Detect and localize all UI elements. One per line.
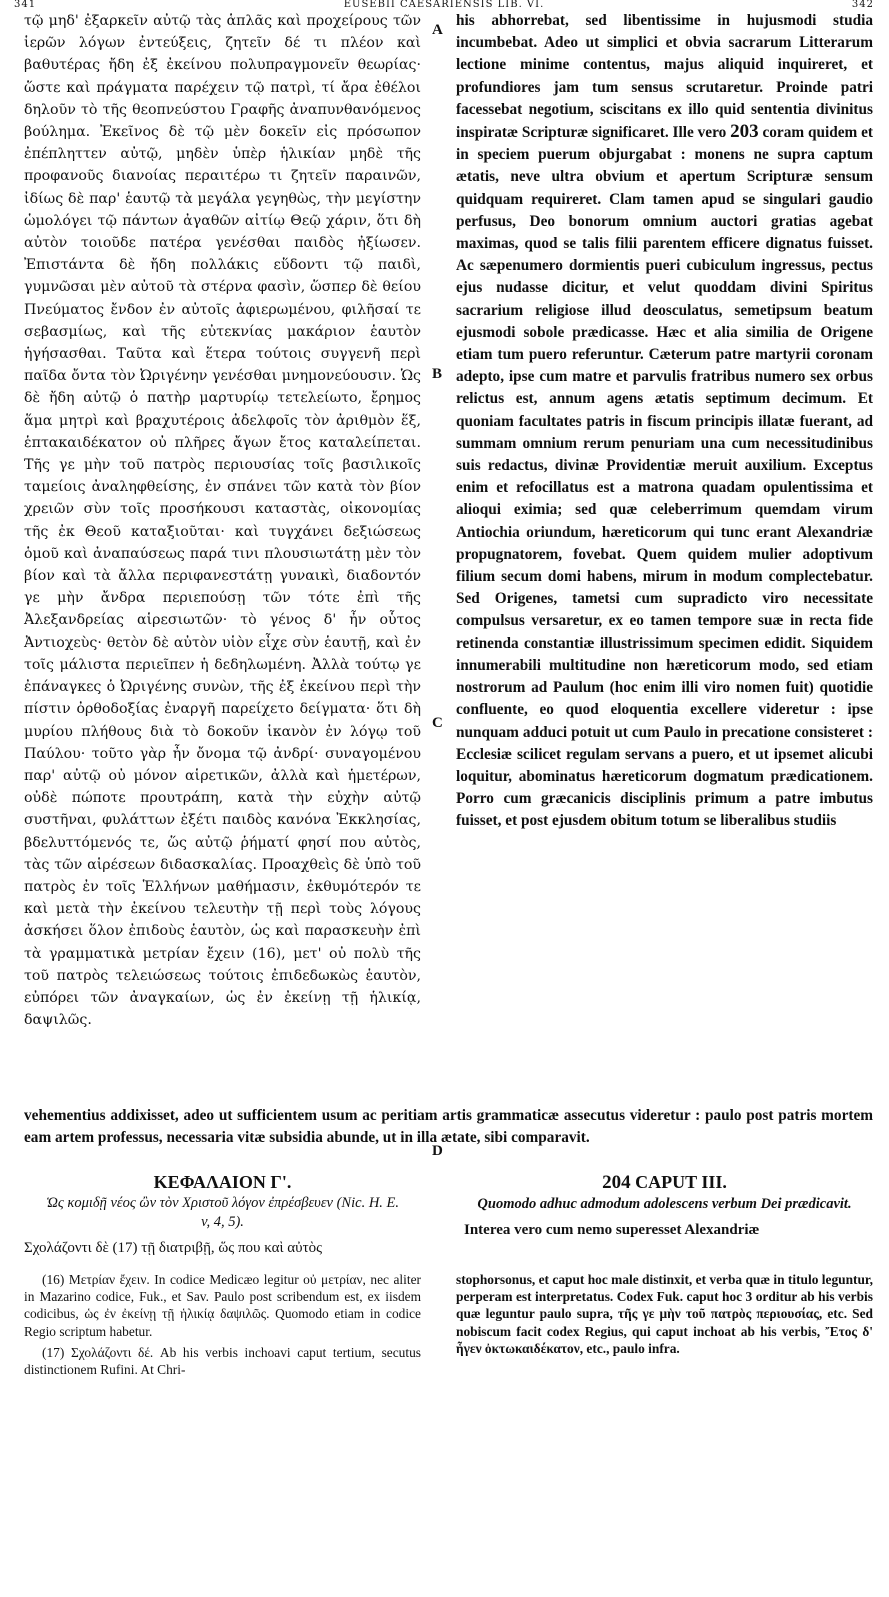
greek-column — [24, 10, 421, 1031]
latin-text — [456, 10, 873, 833]
footnote-17-continued: stophorsonus, et caput hoc male distinxit, et verba quæ in titulo leguntur, perperam est interpretatus. Codex Fuk. caput hoc 3 orditur ab his verbis quæ leguntur paulo supra, τῆς γε μὴν τοῦ πατρὸς περιουσίας, etc. Sed nobiscum facit codex Regius, qui caput inchoat ab his verbis, Ἔτος δ' ἦγεν ὀκτωκαιδέκατον, etc., paulo infra. — [456, 1272, 873, 1356]
chapter-title-latin — [456, 1170, 873, 1195]
latin-column — [456, 10, 873, 833]
footnotes-left — [24, 1271, 421, 1382]
footnote-16: (16) Μετρίαν ἔχειν. In codice Medicæo legitur οὐ μετρίαν, nec aliter in Mazarino codice, Fuk., et Sav. Paulo post scribendum est, ex iisdem codicibus, ὡς ἐν ἐκείνῃ τῇ ἡλικίᾳ δαψιλῶς. Quomodo etiam in codice Regio scriptum habetur. — [24, 1272, 421, 1339]
chapter-first-line-latin: Interea vero cum nemo superesset Alexandriæ — [464, 1222, 760, 1238]
chapter-first-line-greek: Σχολάζοντι δὲ (17) τῇ διατριβῇ, ὥς που καὶ αὐτὸς — [24, 1240, 323, 1256]
chapter-title-greek: ΚΕΦΑΛΑΙΟΝ Γ'. — [153, 1172, 292, 1192]
latin-text-a: his abhorrebat, sed libentissime in hujusmodi studia incumbebat. Adeo ut simplici et obvia sacrarum Litterarum lectione minime contentus, majus aliquid inquireret, et profundiores jam tum sensus scrutaretur. Proinde patri facessebat negotium, sciscitans ex illo quid sententia divinitus inspiratæ Scripturæ significaret. Ille vero — [456, 12, 873, 142]
page-number-left: 341 — [14, 0, 37, 10]
chapter-heading-latin — [456, 1170, 873, 1240]
chapter-title-latin-text: CAPUT III. — [635, 1172, 727, 1192]
page-number-right: 342 — [851, 0, 874, 10]
chapter-subtitle-latin: Quomodo adhuc admodum adolescens verbum Dei prædicavit. — [477, 1196, 852, 1212]
chapter-subtitle-greek: Ὡς κομιδῇ νέος ὢν τὸν Χριστοῦ λόγον ἐπρέσβευεν (Nic. H. E. v, 4, 5). — [45, 1195, 400, 1230]
header-title: EUSEBII CAESARIENSIS LIB. VI. — [343, 0, 545, 10]
column-number-204: 204 — [602, 1172, 631, 1193]
footnote-17: (17) Σχολάζοντι δέ. Ab his verbis inchoavi caput tertium, secutus distinctionem Rufini. At Chri- — [24, 1344, 421, 1378]
margin-letter-b: B — [432, 366, 443, 382]
margin-letter-a: A — [432, 22, 443, 38]
margin-letter-c: C — [432, 715, 443, 731]
latin-text-b: coram quidem et in speciem puerum objurgabat : monens ne supra captum ætatis, neve ultra obvium et apertum Scripturæ sensum quidquam requireret. Clam tamen apud se singulari gaudio perfusus, Deo bonorum omnium auctori gratias agebat maximas, quod se talis filii parentem efficere dignatus fuisset. Ac sæpenumero dormientis pueri cubiculum ingressus, pectus ejus nudasse dicitur, et velut quoddam divini Spiritus sacrarium religiose illud deosculatus, semetipsum beatum ejusmodi sobole prædicasse. Hæc et alia similia de Origene etiam tum puero referuntur. Cæterum patre martyrii coronam adepto, ipse cum matre et parvulis fratribus numero sex orbus relictus est, annum agens ætatis septimum decimum. Et quoniam facultates patris in fiscum principis illatæ fuerant, ad summam omnium rerum penuriam una cum necessitudinibus suis redactus, divinæ Providentiæ meruit auxilium. Exceptus enim et refocillatus est a matrona quadam opulentissima et alioqui eximia; sed quæ celeberrimum quemdam virum Antiochia oriundum, hæreticorum qui tunc erant Alexandriæ propugnatorem, fovebat. Quem quidem mulier adoptivum filium secum domi habens, mirum in modum complectebatur. Sed Origenes, tametsi cum supradicto viro necessitate compulsus versaretur, ex eo tamen tempore suæ in recta fide retinenda constantiæ illustrissimum specimen edidit. Siquidem innumerabili multitudine non hæreticorum modo, sed etiam nostrorum ad Paulum (hoc enim illi viro nomen fuit) quotidie confluente, eo quod eloquentia excellere videretur : ipse nunquam adduci potuit ut cum Paulo in precatione consisteret : Ecclesiæ scilicet regulam servans a puero, et ut ipsemet alicubi loquitur, abominatus hæreticorum dogmatum prædicationem. Porro cum græcanicis disciplinis primum a patre imbutus fuisset, et post ejusdem obitum totum se liberalibus studiis — [456, 124, 874, 830]
footnotes-right — [456, 1271, 873, 1361]
greek-text: τῷ μηδ' ἐξαρκεῖν αὐτῷ τὰς ἁπλᾶς καὶ προχείρους τῶν ἱερῶν λόγων ἐντεύξεις, ζητεῖν δέ τι πλέον καὶ βαθυτέρας ἤδη ἐξ ἐκείνου πολυπραγμονεῖν θεωρίας· ὥστε καὶ πράγματα παρέχειν τῷ πατρὶ, τί ἄρα ἐθέλοι δηλοῦν τὸ τῆς θεοπνεύστου Γραφῆς ἀναπυνθανόμενος βούλημα. Ἐκεῖνος δὲ τῷ μὲν δοκεῖν εἰς πρόσωπον ἐπέπληττεν αὐτῷ, μηδὲν ὑπὲρ ἡλικίαν μηδὲ τῆς προφανοῦς διανοίας περαιτέρω τι ζητεῖν παραινῶν, ἰδίως δὲ παρ' ἑαυτῷ τὰ μεγάλα γεγηθὼς, τὴν μεγίστην ὡμολόγει τῷ πάντων ἀγαθῶν αἰτίῳ Θεῷ χάριν, ὅτι δὴ αὐτὸν τοιοῦδε πατέρα γενέσθαι παιδὸς ἠξίωσεν. Ἐπιστάντα δὲ ἤδη πολλάκις εὕδοντι τῷ παιδὶ, γυμνῶσαι μὲν αὐτοῦ τὰ στέρνα φασὶν, ὥσπερ δὲ θείου Πνεύματος ἔνδον ἐν αὐτοῖς ἀφιερωμένου, φιλῆσαί τε σεβασμίως, καὶ τῆς εὐτεκνίας μακάριον ἑαυτὸν ἡγήσασθαι. Ταῦτα καὶ ἕτερα τούτοις συγγενῆ περὶ παῖδα ὄντα τὸν Ὠριγένην γενέσθαι μνημονεύουσιν. Ὡς δὲ ἤδη αὐτῷ ὁ πατὴρ μαρτυρίῳ τετελείωτο, ἔρημος ἅμα μητρὶ καὶ βραχυτέροις ἀδελφοῖς τὸν ἀριθμὸν ἕξ, ἑπτακαιδέκατον οὐ πλῆρες ἄγων ἔτος καταλείπεται. Τῆς γε μὴν τοῦ πατρὸς περιουσίας τοῖς βασιλικοῖς ταμείοις ἀναληφθείσης, ἐν σπάνει τῶν κατὰ τὸν βίον χρειῶν σὺν τοῖς προσήκουσι καταστὰς, οἰκονομίας τῆς ἐκ Θεοῦ καταξιοῦται· καὶ τυγχάνει δεξιώσεως ὁμοῦ καὶ ἀναπαύσεως παρά τινι πλουσιωτάτῃ μὲν τὸν βίον καὶ τὰ ἄλλα περιφανεστάτῃ γυναικὶ, διαδοντόν γε μὴν ἄνδρα περιεπούσῃ τῶν τότε ἐπὶ τῆς Ἀλεξανδρείας αἱρεσιωτῶν· τὸ γένος δ' ἦν οὗτος Ἀντιοχεὺς· θετὸν δὲ αὐτὸν υἱὸν εἶχε σὺν ἑαυτῇ, καὶ ἐν τοῖς μάλιστα περιεῖπεν ἡ δεδηλωμένη. Ἀλλὰ τούτῳ γε ἐπάναγκες ὁ Ὠριγένης συνὼν, τῆς ἐξ ἐκείνου περὶ τὴν πίστιν ὀρθοδοξίας ἐναργῆ παρείχετο δείγματα· ὅτι δὴ μυρίου πλήθους διὰ τὸ δοκοῦν ἱκανὸν ἐν λόγῳ τοῦ Παύλου· τοῦτο γὰρ ἦν ὄνομα τῷ ἀνδρί· συναγομένου παρ' αὐτῷ οὐ μόνον αἱρετικῶν, ἀλλὰ καὶ ἡμετέρων, οὐδὲ πώποτε προυτράπη, κατὰ τὴν εὐχὴν αὐτῷ συστῆναι, φυλάττων ἐξέτι παιδὸς κανόνα Ἐκκλησίας, βδελυττόμενός τε, ὥς αὐτῷ ῥήματί φησί που αὐτὸς, τὰς τῶν αἱρέσεων διδασκαλίας. Προαχθεὶς δὲ ὑπὸ τοῦ πατρὸς ἐν τοῖς Ἑλλήνων μαθήμασιν, ἐκθυμότερόν τε καὶ μετὰ τὴν ἐκείνου τελευτὴν τῇ περὶ τοὺς λόγους ἀσκήσει ὅλον ἐπιδοὺς ἑαυτὸν, ὡς καὶ παρασκευὴν ἐπὶ τὰ γραμματικὰ μετρίαν ἔχειν (16), μετ' οὐ πολὺ τῆς τοῦ πατρὸς τελειώσεως τούτοις ἐπιδεδωκὼς ἑαυτὸν, εὐπόρει τῶν ἀναγκαίων, ὡς ἐν ἐκείνῃ τῇ ἡλικίᾳ, δαψιλῶς. — [24, 13, 421, 1029]
full-width-paragraph: vehementius addixisset, adeo ut sufficientem usum ac peritiam artis grammaticæ assecutus videretur : paulo post patris mortem eam artem professus, necessaria vitæ subsidia abunde, ut in illa ætate, sibi comparavit. — [24, 1107, 873, 1147]
chapter-heading-greek — [24, 1170, 421, 1258]
column-number-203: 203 — [730, 121, 759, 143]
margin-letter-d: D — [432, 1143, 443, 1159]
